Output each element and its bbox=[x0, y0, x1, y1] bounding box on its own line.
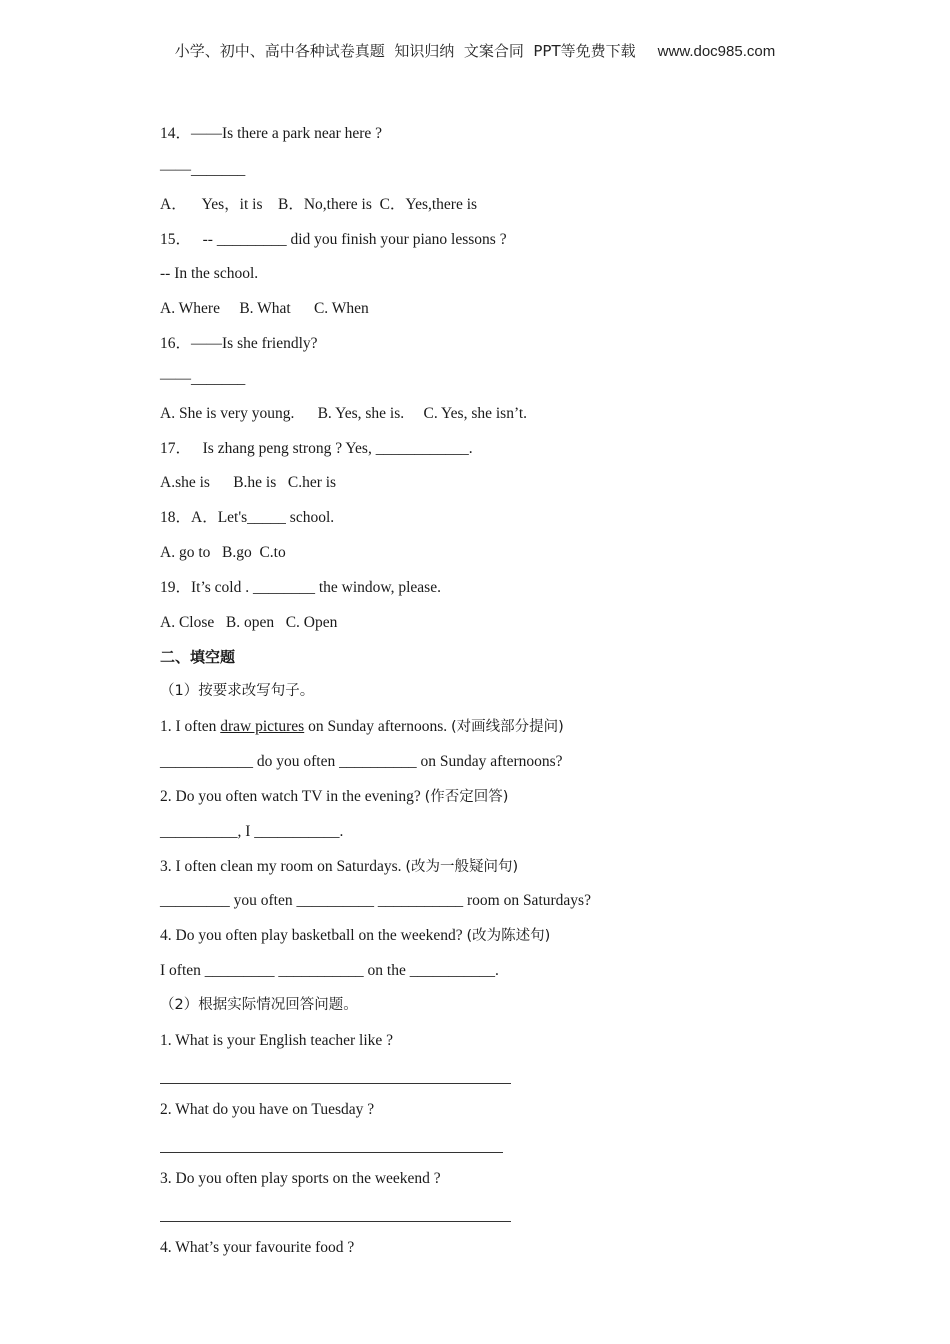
rewrite-item-2-text: 2. Do you often watch TV in the evening? bbox=[160, 788, 425, 805]
q16-blank: ——_______ bbox=[160, 370, 246, 387]
header-site: www.doc985.com bbox=[657, 43, 776, 60]
q15-reply: -- In the school. bbox=[160, 265, 259, 282]
rewrite-item-1-underlined: draw pictures bbox=[220, 718, 305, 735]
rewrite-item-4 bbox=[160, 925, 550, 947]
rewrite-item-3-text: 3. I often clean my room on Saturdays. bbox=[160, 858, 406, 875]
q15-stem: 15． -- _________ did you finish your piano lessons ? bbox=[160, 231, 507, 248]
rewrite-item-3-note: (改为一般疑问句) bbox=[405, 859, 519, 875]
answer-question-4: 4. What’s your favourite food ? bbox=[160, 1239, 355, 1256]
rewrite-item-3 bbox=[160, 856, 518, 878]
q16-options: A. She is very young. B. Yes, she is. C. Yes, she isn’t. bbox=[160, 405, 528, 422]
part2-title: （2）根据实际情况回答问题。 bbox=[160, 997, 358, 1013]
rewrite-item-4-note: (改为陈述句) bbox=[466, 928, 551, 944]
q14-blank: ——_______ bbox=[160, 161, 246, 178]
q19-options: A. Close B. open C. Open bbox=[160, 614, 338, 631]
section2-title: 二、填空题 bbox=[160, 648, 236, 666]
answer-question-3: 3. Do you often play sports on the weekend ? bbox=[160, 1170, 441, 1187]
rewrite-item-3-answer: _________ you often __________ ___________ room on Saturdays? bbox=[160, 892, 591, 909]
q14-stem: 14．——Is there a park near here ? bbox=[160, 125, 383, 142]
q18-options: A. go to B.go C.to bbox=[160, 544, 286, 561]
rewrite-item-2-answer: __________, I ___________. bbox=[160, 823, 344, 840]
rewrite-item-1-post: on Sunday afternoons. bbox=[304, 718, 451, 735]
rewrite-item-4-answer: I often _________ ___________ on the ___________. bbox=[160, 962, 499, 979]
q18-stem: 18．A．Let's_____ school. bbox=[160, 509, 335, 526]
q14-options: A． Yes，it is B．No,there is C．Yes,there is bbox=[160, 196, 478, 213]
part1-title: （1）按要求改写句子。 bbox=[160, 683, 315, 699]
q15-options: A. Where B. What C. When bbox=[160, 300, 369, 317]
q17-stem: 17． Is zhang peng strong ? Yes, ____________. bbox=[160, 440, 473, 457]
rewrite-item-2 bbox=[160, 786, 508, 808]
rewrite-item-4-text: 4. Do you often play basketball on the weekend? bbox=[160, 927, 467, 944]
rewrite-item-1-answer: ____________ do you often __________ on Sunday afternoons? bbox=[160, 753, 563, 770]
header-text: 小学、初中、高中各种试卷真题 知识归纳 文案合同 PPT等免费下载 bbox=[174, 42, 636, 60]
answer-question-2: 2. What do you have on Tuesday ? bbox=[160, 1101, 375, 1118]
rewrite-item-1 bbox=[160, 716, 564, 738]
rewrite-item-1-pre: 1. I often bbox=[160, 718, 221, 735]
q16-stem: 16．——Is she friendly? bbox=[160, 335, 318, 352]
rewrite-item-1-note: (对画线部分提问) bbox=[451, 719, 564, 735]
answer-question-1: 1. What is your English teacher like ? bbox=[160, 1032, 394, 1049]
answer-line-2 bbox=[160, 1152, 503, 1153]
answer-line-1 bbox=[160, 1083, 511, 1084]
q19-stem: 19．It’s cold . ________ the window, please. bbox=[160, 579, 441, 596]
answer-line-3 bbox=[160, 1221, 511, 1222]
q17-options: A.she is B.he is C.her is bbox=[160, 474, 337, 491]
rewrite-item-2-note: (作否定回答) bbox=[424, 789, 509, 805]
